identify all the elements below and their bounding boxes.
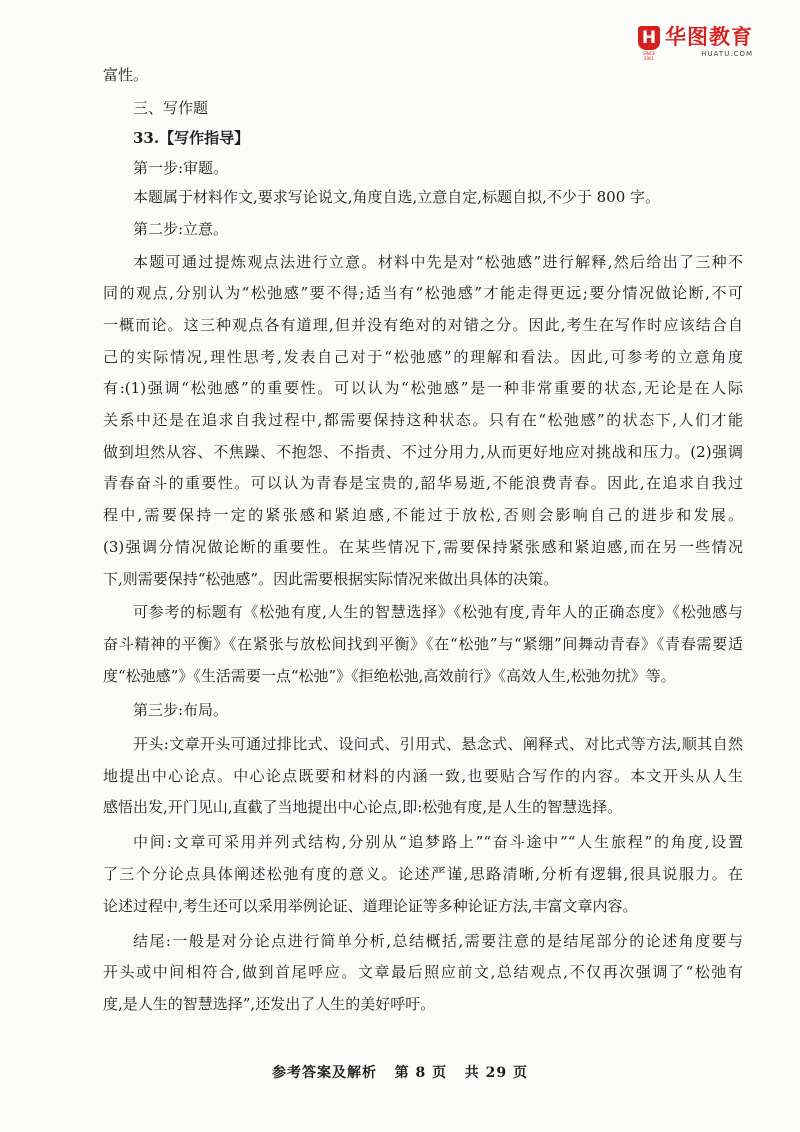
paragraph-line: 开头或中间相符合,做到首尾呼应。文章最后照应前文,总结观点,不仅再次强调了“松弛有 bbox=[103, 963, 743, 981]
paragraph-line: 度“松弛感”》《生活需要一点“松弛”》《拒绝松弛,高效前行》《高效人生,松弛勿扰》等。 bbox=[103, 667, 676, 685]
brand-emblem-icon: H SINCE 2001 bbox=[638, 26, 660, 60]
paragraph-line: 同的观点,分别认为“松弛感”要不得;适当有“松弛感”才能走得更远;要分情况做论断,不可 bbox=[103, 284, 743, 302]
paragraph-line: 结尾:一般是对分论点进行简单分析,总结概括,需要注意的是结尾部分的论述角度要与 bbox=[133, 932, 743, 950]
paragraph-line: 地提出中心论点。中心论点既要和材料的内涵一致,也要贴合写作的内容。本文开头从人生 bbox=[103, 767, 743, 785]
paragraph-line: 中间:文章可采用并列式结构,分别从“追梦路上”“奋斗途中”“人生旅程”的角度,设置 bbox=[133, 833, 743, 851]
brand-name: 华图教育 bbox=[665, 25, 753, 49]
brand-logo bbox=[638, 26, 753, 60]
paragraph-line: 论述过程中,考生还可以采用举例论证、道理论证等多种论证方法,丰富文章内容。 bbox=[103, 897, 638, 915]
paragraph-line: 了三个分论点具体阐述松弛有度的意义。论述严谨,思路清晰,分析有逻辑,很具说服力。在 bbox=[103, 865, 743, 883]
paragraph-line: 开头:文章开头可通过排比式、设问式、引用式、悬念式、阐释式、对比式等方法,顺其自然 bbox=[133, 735, 743, 753]
paragraph-line: (3)强调分情况做论断的重要性。在某些情况下,需要保持紧张感和紧迫感,而在另一些情况 bbox=[103, 538, 743, 556]
paragraph-line: 下,则需要保持“松弛感”。因此需要根据实际情况来做出具体的决策。 bbox=[103, 570, 559, 588]
paragraph-line: 感悟出发,开门见山,直截了当地提出中心论点,即:松弛有度,是人生的智慧选择。 bbox=[103, 798, 623, 816]
question-heading: 33.【写作指导】 bbox=[133, 129, 250, 147]
paragraph-line: 奋斗精神的平衡》《在紧张与放松间找到平衡》《在“松弛”与“紧绷”间舞动青春》《青春需要适 bbox=[103, 635, 743, 653]
section-heading: 三、写作题 bbox=[133, 99, 209, 117]
paragraph-line: 本题可通过提炼观点法进行立意。材料中先是对“松弛感”进行解释,然后给出了三种不 bbox=[133, 253, 743, 271]
paragraph-line: 富性。 bbox=[103, 66, 149, 84]
paragraph-line: 有:(1)强调“松弛感”的重要性。可以认为“松弛感”是一种非常重要的状态,无论是在人际 bbox=[103, 379, 743, 397]
paragraph-line: 青春奋斗的重要性。可以认为青春是宝贵的,韶华易逝,不能浪费青春。因此,在追求自我过 bbox=[103, 474, 743, 492]
brand-since: SINCE 2001 bbox=[642, 51, 656, 61]
step-heading: 第三步:布局。 bbox=[133, 701, 229, 719]
paragraph-line: 关系中还是在追求自我过程中,都需要保持这种状态。只有在“松弛感”的状态下,人们才能 bbox=[103, 411, 743, 429]
paragraph-line: 己的实际情况,理性思考,发表自己对于“松弛感”的理解和看法。因此,可参考的立意角度 bbox=[103, 348, 743, 366]
paragraph-line: 做到坦然从容、不焦躁、不抱怨、不指责、不过分用力,从而更好地应对挑战和压力。(2)强调 bbox=[103, 443, 743, 461]
page-footer: 参考答案及解析 第 8 页 共 29 页 bbox=[272, 1065, 528, 1081]
brand-domain: HUATU.COM bbox=[701, 50, 753, 58]
paragraph-line: 一概而论。这三种观点各有道理,但并没有绝对的对错之分。因此,考生在写作时应该结合自 bbox=[103, 316, 743, 334]
paragraph-line: 程中,需要保持一定的紧张感和紧迫感,不能过于放松,否则会影响自己的进步和发展。 bbox=[103, 506, 743, 524]
step-heading: 第一步:审题。 bbox=[133, 159, 229, 177]
step-heading: 第二步:立意。 bbox=[133, 220, 229, 238]
paragraph-line: 本题属于材料作文,要求写论说文,角度自选,立意自定,标题自拟,不少于 800 字。 bbox=[133, 188, 661, 206]
paragraph-line: 度,是人生的智慧选择”,还发出了人生的美好呼吁。 bbox=[103, 995, 436, 1013]
paragraph-line: 可参考的标题有《松弛有度,人生的智慧选择》《松弛有度,青年人的正确态度》《松弛感与 bbox=[133, 603, 743, 621]
